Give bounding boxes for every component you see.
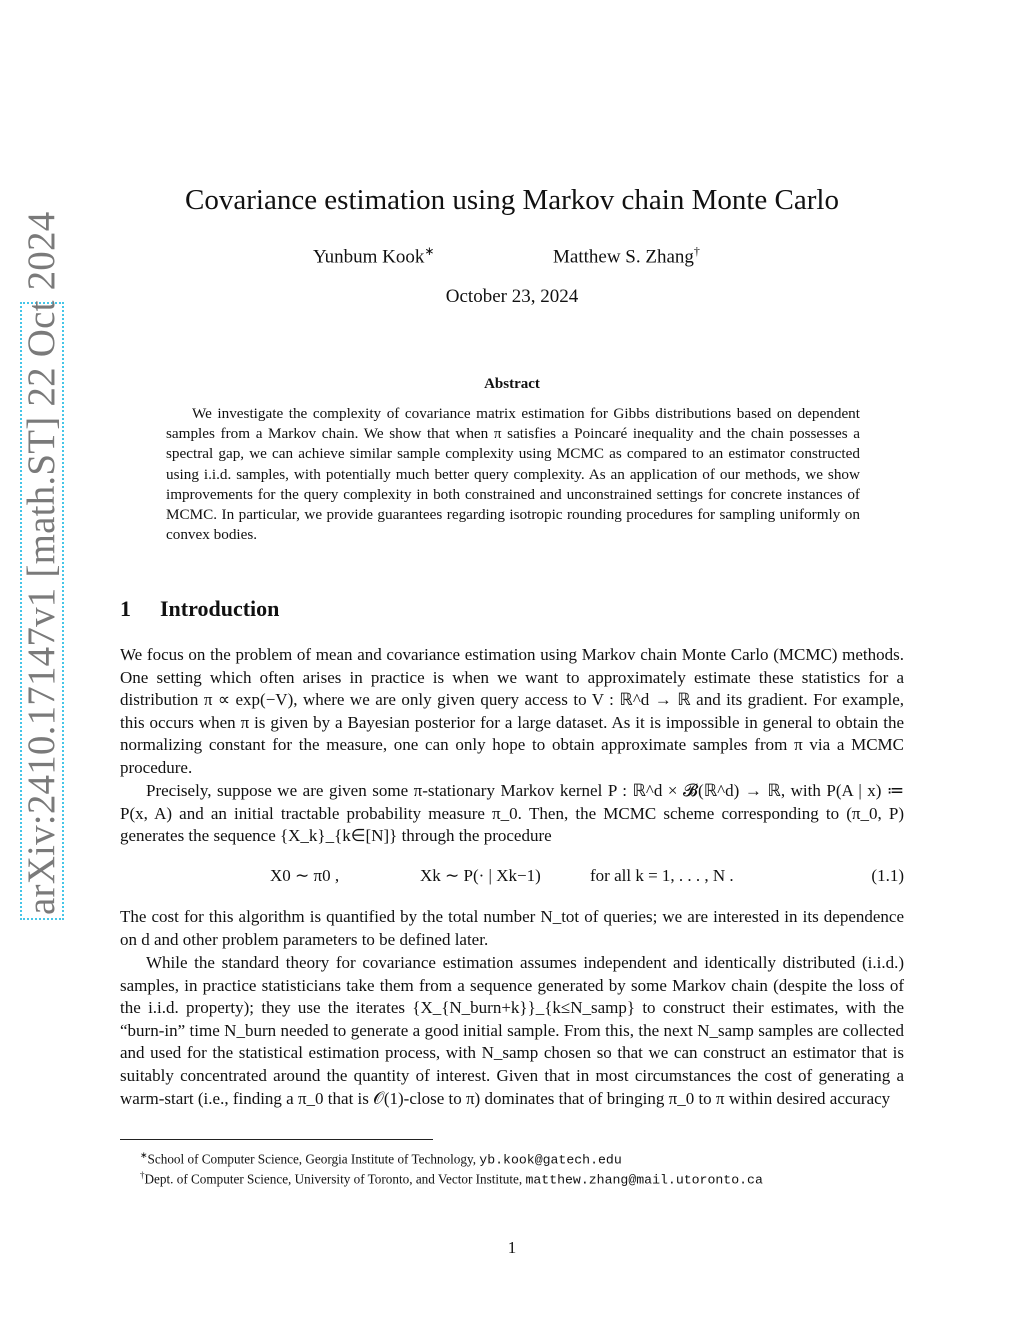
equation-label: (1.1) (871, 866, 904, 885)
abstract-heading: Abstract (484, 376, 540, 392)
paragraph-1: We focus on the problem of mean and covariance estimation using Markov chain Monte Carlo (MCMC) methods. One setting which often arises in practice is when we want to approximately estimate these statistics for a distribution π ∝ exp(−V), where we are only given query access to V : ℝ^d → ℝ and its gradient. For example, this occurs when π is given by a Bayesian posterior for a large dataset. As it is impossible in general to obtain the normalizing constant for the measure, one can only hope to obtain approximate samples from π via a MCMC procedure. (120, 645, 904, 777)
footnote-2: †Dept. of Computer Science, University of Toronto, and Vector Institute, matthew.zhang@mail.utoronto.ca (140, 1170, 763, 1188)
equation-part-1: X0 ∼ π0 , (270, 866, 340, 885)
abstract-text: We investigate the complexity of covariance matrix estimation for Gibbs distributions based on dependent samples from a Markov chain. We show that when π satisfies a Poincaré inequality and the chain possesses a spectral gap, we can achieve similar sample complexity using MCMC as compared to an estimator constructed using i.i.d. samples, with potentially much better query complexity. As an application of our methods, we show improvements for the query complexity in both constrained and unconstrained settings for concrete instances of MCMC. In particular, we provide guarantees regarding isotropic rounding procedures for sampling uniformly on convex bodies. (166, 405, 860, 544)
author-2: Matthew S. Zhang† (553, 244, 700, 268)
paper-date: October 23, 2024 (445, 286, 579, 307)
arxiv-stamp-text: arXiv:2410.17147v1 [math.ST] 22 Oct 2024 (20, 211, 63, 915)
footnote-2-email[interactable]: matthew.zhang@mail.utoronto.ca (525, 1172, 763, 1188)
paragraph-3: The cost for this algorithm is quantified by the total number N_tot of queries; we are interested in its dependence on d and other problem parameters to be defined later. (120, 907, 904, 949)
paper-title: Covariance estimation using Markov chain Monte Carlo (185, 184, 839, 216)
paragraph-4: While the standard theory for covariance estimation assumes independent and identically distributed (i.i.d.) samples, in practice statisticians take them from a sequence generated by some Markov chain (despite the loss of the i.i.d. property); they use the iterates {X_{N_burn+k}}_{k≤N_samp} to construct their estimates, with the “burn-in” time N_burn needed to generate a good initial sample. From this, the next N_samp samples are collected and used for the statistical estimation process, with N_samp chosen so that we can construct an estimator that is suitably concentrated around the quantity of interest. Given that in most circumstances the cost of generating a warm-start (i.e., finding a π_0 that is 𝒪(1)-close to π) dominates that of bringing π_0 to π within desired accuracy (120, 953, 904, 1108)
section-heading: 1 Introduction (120, 596, 280, 621)
footnote-rule (120, 1139, 433, 1140)
equation-part-2: Xk ∼ P(· | Xk−1) (420, 866, 541, 885)
footnote-1: ∗School of Computer Science, Georgia Institute of Technology, yb.kook@gatech.edu (140, 1150, 622, 1168)
footnote-1-email[interactable]: yb.kook@gatech.edu (479, 1152, 622, 1168)
equation-1-1 (120, 866, 904, 890)
paragraph-2: Precisely, suppose we are given some π-stationary Markov kernel P : ℝ^d × 𝓑(ℝ^d) → ℝ, with P(A | x) ≔ P(x, A) and an initial tractable probability measure π_0. Then, the MCMC scheme corresponding to (π_0, P) generates the sequence {X_k}_{k∈[N]} through the procedure (120, 781, 904, 846)
author-1: Yunbum Kook∗ (313, 244, 435, 268)
page-number: 1 (507, 1238, 517, 1257)
equation-part-3: for all k = 1, . . . , N . (590, 866, 734, 885)
